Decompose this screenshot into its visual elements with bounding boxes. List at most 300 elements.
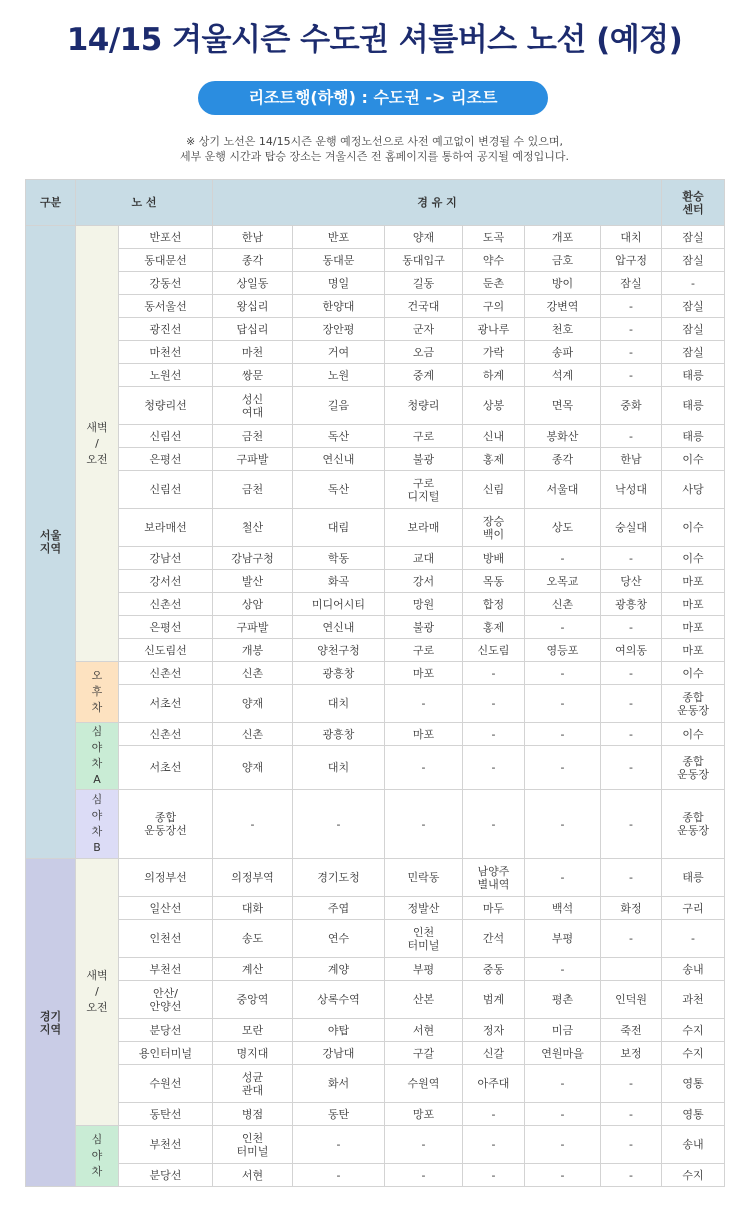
- transfer-center-cell: 과천: [662, 981, 725, 1019]
- stop-cell: 양천구청: [293, 639, 385, 662]
- stop-cell: 답십리: [213, 318, 293, 341]
- stop-cell: 종각: [525, 448, 601, 471]
- route-name-cell: 신촌선: [119, 662, 213, 685]
- stop-cell: -: [525, 547, 601, 570]
- stop-cell: 금천: [213, 471, 293, 509]
- transfer-center-cell: -: [662, 272, 725, 295]
- route-name-cell: 반포선: [119, 226, 213, 249]
- stop-cell: 홍제: [463, 616, 525, 639]
- header-transfer: [662, 180, 725, 226]
- table-header-row: [26, 180, 725, 226]
- table-row: [26, 981, 725, 1019]
- stop-cell: 마두: [463, 897, 525, 920]
- stop-cell: 길음: [293, 387, 385, 425]
- stop-cell: 대화: [213, 897, 293, 920]
- stop-cell: 봉화산: [525, 425, 601, 448]
- route-name-cell: 일산선: [119, 897, 213, 920]
- route-name-cell: 인천선: [119, 920, 213, 958]
- table-row: [26, 226, 725, 249]
- stop-cell: 경기도청: [293, 859, 385, 897]
- stop-cell: 낙성대: [601, 471, 662, 509]
- stop-cell: 당산: [601, 570, 662, 593]
- stop-cell: 미디어시티: [293, 593, 385, 616]
- table-row: [26, 341, 725, 364]
- header-division: [26, 180, 76, 226]
- route-name-cell: 수원선: [119, 1065, 213, 1103]
- stop-cell: 산본: [385, 981, 463, 1019]
- stop-cell: -: [601, 295, 662, 318]
- route-name-cell: 신도림선: [119, 639, 213, 662]
- stop-cell: 부평: [385, 958, 463, 981]
- stop-cell: 군자: [385, 318, 463, 341]
- stop-cell: -: [385, 1164, 463, 1187]
- stop-cell: 연수: [293, 920, 385, 958]
- stop-cell: 인천 터미널: [213, 1126, 293, 1164]
- stop-cell: 대림: [293, 509, 385, 547]
- time-slot-cell: 심 야 차 A: [76, 723, 119, 790]
- stop-cell: 광나루: [463, 318, 525, 341]
- stop-cell: 방이: [525, 272, 601, 295]
- stop-cell: 개포: [525, 226, 601, 249]
- transfer-center-cell: 잠실: [662, 295, 725, 318]
- stop-cell: 구갈: [385, 1042, 463, 1065]
- stop-cell: -: [463, 746, 525, 790]
- stop-cell: 압구정: [601, 249, 662, 272]
- header-division-text: 구분: [39, 196, 62, 209]
- route-name-cell: 강남선: [119, 547, 213, 570]
- stop-cell: 합정: [463, 593, 525, 616]
- header-route-text: 노 선: [131, 196, 157, 209]
- transfer-center-cell: 종합 운동장: [662, 790, 725, 859]
- direction-banner: 리조트행(하행) : 수도권 -> 리조트: [198, 81, 548, 115]
- stop-cell: 동대입구: [385, 249, 463, 272]
- table-row: [26, 425, 725, 448]
- stop-cell: -: [525, 1126, 601, 1164]
- table-row: [26, 318, 725, 341]
- stop-cell: 송도: [213, 920, 293, 958]
- stop-cell: 양재: [385, 226, 463, 249]
- route-name-cell: 강서선: [119, 570, 213, 593]
- stop-cell: 청량리: [385, 387, 463, 425]
- stop-cell: -: [601, 859, 662, 897]
- stop-cell: 대치: [293, 685, 385, 723]
- stop-cell: 구파발: [213, 448, 293, 471]
- stop-cell: 반포: [293, 226, 385, 249]
- stop-cell: 동탄: [293, 1103, 385, 1126]
- stop-cell: -: [525, 662, 601, 685]
- stop-cell: 정자: [463, 1019, 525, 1042]
- stop-cell: 철산: [213, 509, 293, 547]
- stop-cell: 계산: [213, 958, 293, 981]
- stop-cell: 금천: [213, 425, 293, 448]
- header-stops-text: 경 유 지: [417, 196, 457, 209]
- stop-cell: 간석: [463, 920, 525, 958]
- table-row: [26, 509, 725, 547]
- stop-cell: 아주대: [463, 1065, 525, 1103]
- table-row: [26, 593, 725, 616]
- stop-cell: 야탑: [293, 1019, 385, 1042]
- region-cell: 경기 지역: [26, 859, 76, 1187]
- route-name-cell: 동대문선: [119, 249, 213, 272]
- route-name-cell: 은평선: [119, 616, 213, 639]
- stop-cell: 양재: [213, 746, 293, 790]
- stop-cell: 상봉: [463, 387, 525, 425]
- page-title: 14/15 겨울시즌 수도권 셔틀버스 노선 (예정): [66, 22, 683, 58]
- stop-cell: 도곡: [463, 226, 525, 249]
- table-row: [26, 685, 725, 723]
- table-row: [26, 547, 725, 570]
- transfer-center-cell: 이수: [662, 509, 725, 547]
- stop-cell: 의정부역: [213, 859, 293, 897]
- stop-cell: 신림: [463, 471, 525, 509]
- transfer-center-cell: 송내: [662, 958, 725, 981]
- stop-cell: -: [601, 685, 662, 723]
- stop-cell: -: [293, 790, 385, 859]
- stop-cell: 평촌: [525, 981, 601, 1019]
- stop-cell: 중계: [385, 364, 463, 387]
- table-row: [26, 1019, 725, 1042]
- transfer-center-cell: 영통: [662, 1103, 725, 1126]
- stop-cell: 신내: [463, 425, 525, 448]
- stop-cell: 목동: [463, 570, 525, 593]
- transfer-center-cell: 태릉: [662, 425, 725, 448]
- stop-cell: 백석: [525, 897, 601, 920]
- stop-cell: 강남대: [293, 1042, 385, 1065]
- route-name-cell: 노원선: [119, 364, 213, 387]
- route-name-cell: 용인터미널: [119, 1042, 213, 1065]
- stop-cell: -: [525, 958, 601, 981]
- route-name-cell: 분당선: [119, 1019, 213, 1042]
- stop-cell: -: [525, 1103, 601, 1126]
- stop-cell: 동대문: [293, 249, 385, 272]
- stop-cell: 학동: [293, 547, 385, 570]
- stop-cell: -: [601, 746, 662, 790]
- stop-cell: -: [525, 859, 601, 897]
- stop-cell: 둔촌: [463, 272, 525, 295]
- stop-cell: 상암: [213, 593, 293, 616]
- stop-cell: 남양주 별내역: [463, 859, 525, 897]
- transfer-center-cell: 수지: [662, 1042, 725, 1065]
- stop-cell: 광흥창: [293, 723, 385, 746]
- stop-cell: 길동: [385, 272, 463, 295]
- stop-cell: 보정: [601, 1042, 662, 1065]
- stop-cell: 숭실대: [601, 509, 662, 547]
- table-row: [26, 1126, 725, 1164]
- stop-cell: 마천: [213, 341, 293, 364]
- stop-cell: 종각: [213, 249, 293, 272]
- stop-cell: -: [601, 318, 662, 341]
- table-row: [26, 616, 725, 639]
- stop-cell: -: [525, 685, 601, 723]
- table-row: [26, 790, 725, 859]
- stop-cell: 독산: [293, 471, 385, 509]
- stop-cell: 서현: [385, 1019, 463, 1042]
- stop-cell: 강서: [385, 570, 463, 593]
- stop-cell: -: [385, 1126, 463, 1164]
- stop-cell: -: [601, 364, 662, 387]
- stop-cell: 중동: [463, 958, 525, 981]
- stop-cell: -: [385, 746, 463, 790]
- stop-cell: 보라매: [385, 509, 463, 547]
- table-row: [26, 920, 725, 958]
- stop-cell: 석계: [525, 364, 601, 387]
- route-name-cell: 부천선: [119, 1126, 213, 1164]
- stop-cell: 구파발: [213, 616, 293, 639]
- stop-cell: -: [601, 341, 662, 364]
- stop-cell: -: [601, 790, 662, 859]
- stop-cell: 오금: [385, 341, 463, 364]
- region-cell: 서울 지역: [26, 226, 76, 859]
- stop-cell: 명일: [293, 272, 385, 295]
- transfer-center-cell: 영통: [662, 1065, 725, 1103]
- stop-cell: 화정: [601, 897, 662, 920]
- table-row: [26, 249, 725, 272]
- transfer-center-cell: 이수: [662, 547, 725, 570]
- stop-cell: 상록수역: [293, 981, 385, 1019]
- transfer-center-cell: 사당: [662, 471, 725, 509]
- route-name-cell: 광진선: [119, 318, 213, 341]
- table-row: [26, 1042, 725, 1065]
- stop-cell: -: [213, 790, 293, 859]
- stop-cell: 신촌: [213, 723, 293, 746]
- stop-cell: 모란: [213, 1019, 293, 1042]
- stop-cell: 불광: [385, 616, 463, 639]
- transfer-center-cell: 태릉: [662, 387, 725, 425]
- route-table: [25, 179, 725, 1187]
- transfer-center-cell: 마포: [662, 570, 725, 593]
- header-stops: [213, 180, 662, 226]
- transfer-center-cell: 마포: [662, 616, 725, 639]
- transfer-center-cell: 잠실: [662, 249, 725, 272]
- stop-cell: 망포: [385, 1103, 463, 1126]
- stop-cell: 한남: [601, 448, 662, 471]
- stop-cell: 신도림: [463, 639, 525, 662]
- transfer-center-cell: 태릉: [662, 364, 725, 387]
- stop-cell: 서울대: [525, 471, 601, 509]
- stop-cell: -: [525, 616, 601, 639]
- table-row: [26, 958, 725, 981]
- transfer-center-cell: 송내: [662, 1126, 725, 1164]
- stop-cell: 신갈: [463, 1042, 525, 1065]
- stop-cell: 왕십리: [213, 295, 293, 318]
- stop-cell: 홍제: [463, 448, 525, 471]
- route-name-cell: 신촌선: [119, 723, 213, 746]
- transfer-center-cell: -: [662, 920, 725, 958]
- transfer-center-cell: 마포: [662, 639, 725, 662]
- stop-cell: 쌍문: [213, 364, 293, 387]
- stop-cell: [601, 958, 662, 981]
- transfer-center-cell: 수지: [662, 1019, 725, 1042]
- stop-cell: 죽전: [601, 1019, 662, 1042]
- stop-cell: 오목교: [525, 570, 601, 593]
- stop-cell: 독산: [293, 425, 385, 448]
- stop-cell: 중화: [601, 387, 662, 425]
- route-name-cell: 신림선: [119, 471, 213, 509]
- stop-cell: -: [463, 723, 525, 746]
- table-row: [26, 639, 725, 662]
- stop-cell: 송파: [525, 341, 601, 364]
- stop-cell: 신촌: [525, 593, 601, 616]
- stop-cell: 부평: [525, 920, 601, 958]
- notice: [0, 134, 749, 164]
- stop-cell: -: [463, 790, 525, 859]
- table-row: [26, 471, 725, 509]
- header-transfer-text: 환승 센터: [682, 189, 704, 216]
- stop-cell: 거여: [293, 341, 385, 364]
- stop-cell: 명지대: [213, 1042, 293, 1065]
- stop-cell: 성균 관대: [213, 1065, 293, 1103]
- stop-cell: 신촌: [213, 662, 293, 685]
- stop-cell: 미금: [525, 1019, 601, 1042]
- transfer-center-cell: 마포: [662, 593, 725, 616]
- stop-cell: 대치: [601, 226, 662, 249]
- transfer-center-cell: 태릉: [662, 859, 725, 897]
- stop-cell: 대치: [293, 746, 385, 790]
- stop-cell: 면목: [525, 387, 601, 425]
- table-row: [26, 387, 725, 425]
- stop-cell: 천호: [525, 318, 601, 341]
- route-name-cell: 종합 운동장선: [119, 790, 213, 859]
- stop-cell: 계양: [293, 958, 385, 981]
- stop-cell: -: [385, 685, 463, 723]
- stop-cell: 병점: [213, 1103, 293, 1126]
- stop-cell: 화서: [293, 1065, 385, 1103]
- stop-cell: 화곡: [293, 570, 385, 593]
- stop-cell: 장안평: [293, 318, 385, 341]
- notice-line-1: ※ 상기 노선은 14/15시즌 운행 예정노선으로 사전 예고없이 변경될 수 있으며,: [186, 135, 563, 148]
- stop-cell: -: [601, 662, 662, 685]
- stop-cell: 한남: [213, 226, 293, 249]
- table-row: [26, 272, 725, 295]
- stop-cell: -: [385, 790, 463, 859]
- stop-cell: 정발산: [385, 897, 463, 920]
- stop-cell: -: [525, 790, 601, 859]
- transfer-center-cell: 잠실: [662, 226, 725, 249]
- table-row: [26, 662, 725, 685]
- table-row: [26, 295, 725, 318]
- stop-cell: 구의: [463, 295, 525, 318]
- stop-cell: -: [601, 547, 662, 570]
- time-slot-cell: 오 후 차: [76, 662, 119, 723]
- route-name-cell: 신촌선: [119, 593, 213, 616]
- transfer-center-cell: 이수: [662, 662, 725, 685]
- stop-cell: 장승 백이: [463, 509, 525, 547]
- table-row: [26, 1103, 725, 1126]
- stop-cell: -: [601, 616, 662, 639]
- stop-cell: -: [463, 1164, 525, 1187]
- stop-cell: 상도: [525, 509, 601, 547]
- notice-line-2: 세부 운행 시간과 탑승 장소는 겨울시즌 전 홈페이지를 통하여 공지될 예정입니다.: [179, 150, 570, 163]
- stop-cell: 인천 터미널: [385, 920, 463, 958]
- route-name-cell: 의정부선: [119, 859, 213, 897]
- route-table-body: [26, 226, 725, 1187]
- transfer-center-cell: 잠실: [662, 341, 725, 364]
- route-name-cell: 청량리선: [119, 387, 213, 425]
- stop-cell: 강남구청: [213, 547, 293, 570]
- stop-cell: 중앙역: [213, 981, 293, 1019]
- stop-cell: -: [463, 1103, 525, 1126]
- stop-cell: 잠실: [601, 272, 662, 295]
- stop-cell: 구로: [385, 425, 463, 448]
- stop-cell: 불광: [385, 448, 463, 471]
- table-row: [26, 723, 725, 746]
- transfer-center-cell: 수지: [662, 1164, 725, 1187]
- stop-cell: 서현: [213, 1164, 293, 1187]
- stop-cell: -: [601, 920, 662, 958]
- transfer-center-cell: 구리: [662, 897, 725, 920]
- table-row: [26, 1164, 725, 1187]
- stop-cell: -: [601, 1164, 662, 1187]
- time-slot-cell: 심 야 차 B: [76, 790, 119, 859]
- stop-cell: 범계: [463, 981, 525, 1019]
- transfer-center-cell: 이수: [662, 723, 725, 746]
- stop-cell: -: [601, 723, 662, 746]
- stop-cell: -: [601, 1065, 662, 1103]
- stop-cell: -: [463, 662, 525, 685]
- route-name-cell: 안산/ 안양선: [119, 981, 213, 1019]
- stop-cell: 영등포: [525, 639, 601, 662]
- stop-cell: 구로: [385, 639, 463, 662]
- route-name-cell: 동서울선: [119, 295, 213, 318]
- stop-cell: 한양대: [293, 295, 385, 318]
- stop-cell: 하계: [463, 364, 525, 387]
- table-row: [26, 570, 725, 593]
- time-slot-cell: 새벽 / 오전: [76, 859, 119, 1126]
- route-name-cell: 분당선: [119, 1164, 213, 1187]
- stop-cell: -: [293, 1164, 385, 1187]
- stop-cell: 연신내: [293, 616, 385, 639]
- stop-cell: 민락동: [385, 859, 463, 897]
- transfer-center-cell: 종합 운동장: [662, 685, 725, 723]
- route-name-cell: 강동선: [119, 272, 213, 295]
- stop-cell: -: [293, 1126, 385, 1164]
- table-row: [26, 364, 725, 387]
- table-row: [26, 897, 725, 920]
- stop-cell: 망원: [385, 593, 463, 616]
- stop-cell: 발산: [213, 570, 293, 593]
- stop-cell: 인덕원: [601, 981, 662, 1019]
- transfer-center-cell: 종합 운동장: [662, 746, 725, 790]
- transfer-center-cell: 잠실: [662, 318, 725, 341]
- stop-cell: -: [525, 746, 601, 790]
- stop-cell: 성신 여대: [213, 387, 293, 425]
- stop-cell: 방배: [463, 547, 525, 570]
- route-name-cell: 보라매선: [119, 509, 213, 547]
- transfer-center-cell: 이수: [662, 448, 725, 471]
- table-row: [26, 859, 725, 897]
- stop-cell: 주엽: [293, 897, 385, 920]
- stop-cell: 건국대: [385, 295, 463, 318]
- stop-cell: 개봉: [213, 639, 293, 662]
- stop-cell: 금호: [525, 249, 601, 272]
- stop-cell: 수원역: [385, 1065, 463, 1103]
- route-name-cell: 서초선: [119, 685, 213, 723]
- stop-cell: -: [601, 425, 662, 448]
- stop-cell: 약수: [463, 249, 525, 272]
- stop-cell: -: [601, 1126, 662, 1164]
- stop-cell: -: [463, 685, 525, 723]
- stop-cell: 마포: [385, 723, 463, 746]
- route-name-cell: 마천선: [119, 341, 213, 364]
- route-name-cell: 신림선: [119, 425, 213, 448]
- stop-cell: 구로 디지털: [385, 471, 463, 509]
- stop-cell: 강변역: [525, 295, 601, 318]
- stop-cell: -: [463, 1126, 525, 1164]
- stop-cell: 광흥창: [293, 662, 385, 685]
- stop-cell: -: [525, 723, 601, 746]
- stop-cell: 연원마을: [525, 1042, 601, 1065]
- stop-cell: 마포: [385, 662, 463, 685]
